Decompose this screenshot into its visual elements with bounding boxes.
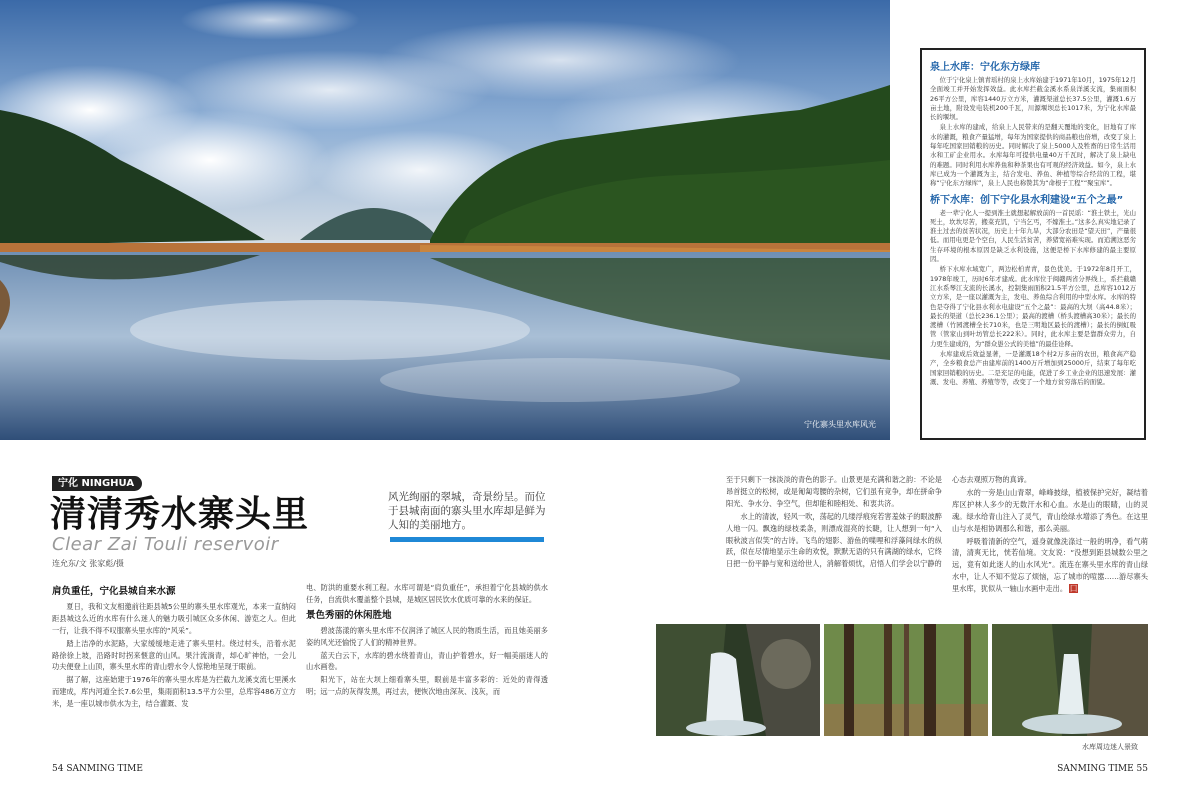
sidebar-section2-paragraph: 老一辈宁化人一提到淮土就想起解放前的一首民谣：“淮土铁土，光山死土，坎坎尽苦，搬菜充饥，宁当乞丐，不嫁淮土。”这多么真实地记录了淮土过去的贫苦状况，历史上十年九旱，大部分农田是“望天田”，产量很低。而用电更是个空白，人民生活贫苦，养猪宽裕难实现。而追溯这恶劣生存环境的根本原因是缺乏水利设施，这便是桥下水库修建的最主要原因。 bbox=[930, 208, 1136, 264]
body-paragraph: 踏上洁净的水泥路，大家缓缓地走进了寨头里村。绕过村头，沿着水泥路徐徐上坡，沿路时时拐来惬意的山风。果汁流淌青，却心旷神怡，一会儿功夫便登上山顶，寨头里水库的青山碧水令人惊艳地呈现于眼前。 bbox=[52, 638, 296, 672]
article-lead: 风光绚丽的翠城，奇景纷呈。而位于县城南面的寨头里水库却是鲜为人知的美丽地方。 bbox=[388, 491, 546, 531]
photo-caption: 水库周边迷人景致 bbox=[1082, 743, 1138, 751]
section-heading: 肩负重任，宁化县城自来水源 bbox=[52, 586, 176, 597]
sidebar-section2-title: 桥下水库：创下宁化县水利建设“五个之最” bbox=[930, 194, 1124, 206]
body-paragraph: 水上的清波，轻风一吹，荡起的几缕浮痕宛若害羞妹子的眼波醉人地一闪。飘逸的绿枝柔条，则漂成湿亮的长睫，让人想到一句“入眼秋波言似笑”的古诗。飞鸟的翅影、游鱼的喋哩和浮藻间绿水的纵跃，似在尽情地显示生命的欢悦，默默无语的只有满湖的绿水，它终日把一份平静与宽和送给世人，消解着烦忧，启悟人们学会以宁静的 bbox=[726, 511, 942, 569]
body-paragraph: 碧波荡漾的寨头里水库不仅润泽了城区人民的物质生活，而且她美丽多姿的风光还愉悦了人们的精神世界。 bbox=[306, 625, 548, 647]
hero-photo-caption: 宁化寨头里水库风光 bbox=[804, 420, 876, 429]
body-paragraph: 蓝天白云下，水库的碧水绕着青山，青山护着碧水，好一幅美丽迷人的山水画卷。 bbox=[306, 650, 548, 672]
body-paragraph: 心态去观照万物的真谛。 bbox=[952, 475, 1032, 484]
sidebar-section1-title: 泉上水库：宁化东方绿库 bbox=[930, 62, 1040, 73]
article-credit: 连允东/文 张家彪/摄 bbox=[52, 559, 124, 568]
forest-photo bbox=[824, 624, 988, 736]
article-column-1 bbox=[52, 582, 296, 711]
cascade-image bbox=[992, 624, 1148, 736]
page-number-right: SANMING TIME 55 bbox=[1057, 764, 1148, 774]
article-title-english: Clear Zai Touli reservoir bbox=[52, 534, 279, 555]
sidebar-section1-paragraph: 位于宁化泉上镇青瑶村的泉上水库始建于1971年10月，1975年12月全面竣工并开始发挥效益。此水库拦截金溪水系泉洋溪支流，集雨面积26平方公里，库容1440万立方米，灌溉渠道总长37.5公里，灌溉1.6万亩土地，附设发电装机200千瓦，川源堰坝总长1017米，为宁化水库最长的堰坝。 bbox=[930, 76, 1136, 122]
body-text: 呼吸着清新的空气，遥身就像洗涤过一般的明净，看气萌清，清爽无比，恍若仙境。文友说：“没想到距县城数公里之远，竟有如此迷人的山水风光”。流连在寨头里水库的青山绿水中，让人不知不觉忘了烦恼，忘了城市的喧嚣……游尽寨头里水库，犹似从一轴山水画中走出。 bbox=[952, 536, 1148, 594]
article-column-4 bbox=[952, 474, 1148, 596]
hero-photo bbox=[0, 0, 890, 440]
reservoir-landscape-image bbox=[0, 0, 890, 440]
section-tag: 宁化 NINGHUA bbox=[52, 476, 142, 491]
body-paragraph: 电、防洪的重要水利工程。水库可谓是“肩负重任”，承担着宁化县城的供水任务，自流供水覆盖整个县城，是城区居民饮水优质可靠的水来的保证。 bbox=[306, 583, 548, 604]
sidebar-box bbox=[920, 48, 1146, 440]
waterfall-image bbox=[656, 624, 820, 736]
end-mark: 囗 bbox=[1070, 584, 1078, 594]
lead-accent-bar bbox=[390, 537, 544, 542]
body-paragraph: 据了解，这座始建于1976年的寨头里水库是为拦截九龙溪支流七里溪水而建成，库内河道全长7.6公里，集雨面积13.5平方公里，总库容486万立方米，是一座以城市供水为主，结合灌溉、发 bbox=[52, 675, 296, 709]
body-paragraph: 水的一旁是山山青翠，峰峰披绿，植被保护完好，凝结着库区护林人多少的无数汗水和心血。水是山的眼睛，山的灵魂。绿水给青山注入了灵气，青山绘绿水增添了秀色。在这里山与水是相协调那么和谐，那么美丽。 bbox=[952, 487, 1148, 533]
body-paragraph: 阳光下，站在大坝上细看寨头里，眼前是丰富多彩的：近处的青得透明；远一点的灰得发黑，再过去，便恢次地由深灰、浅灰，而 bbox=[306, 675, 548, 697]
section-heading: 景色秀丽的休闲胜地 bbox=[306, 609, 392, 621]
waterfall-photo bbox=[656, 624, 820, 736]
article-column-3 bbox=[726, 474, 942, 571]
sidebar-section2-paragraph: 水库建成后效益显著，一是灌溉18个村2万多亩的农田，粮食高产稳产，全乡粮食总产由建库前的1400万斤增加到25000斤，结束了每年吃国家回销粮的历史。二是充足的电能，促进了乡工业企业的迅速发展：灌溉、发电、养殖、养殖等等，改变了一个地方贫穷落后的面貌。 bbox=[930, 350, 1136, 386]
article-column-2 bbox=[306, 582, 548, 699]
page-number-left: 54 SANMING TIME bbox=[52, 764, 143, 774]
forest-image bbox=[824, 624, 988, 736]
cascade-photo bbox=[992, 624, 1148, 736]
article-title: 清清秀水寨头里 bbox=[50, 493, 310, 535]
body-paragraph bbox=[952, 536, 1148, 596]
sidebar-section2-paragraph: 桥下水库水域宽广，两边松柏青青，景色优美。于1972年8月开工，1978年竣工，历时6年才建成。此水库位于闽赣两省分界线上，系拦截赣江水系琴江支流的长溪水，控制集雨面积21.5平方公里，总库容1012万立方米，是一座以灌溉为主，发电、养鱼综合利用的中型水库。水库的特色是夺得了宁化县水利水电建设“五个之最”：最高的大坝（高44.8米）；最长的渠道（总长236.1公里）；最高的渡槽（桥头渡槽高30米）；最长的渡槽（竹园渡槽全长710米，也是三明地区最长的渡槽）；最长的倒虹吸管（管家山到叶坊管总长222米）。同时，此水库主要是靠群众劳力，自力更生建成的，为“群众愚公式的美德”的最佳诠释。 bbox=[930, 265, 1136, 348]
sidebar-section1-paragraph: 泉上水库的建成，给泉上人民带来的是翻天覆地的变化，旧地有了库水的灌溉，粮食产量猛增，每年为国家提供的商品粮也倍增，改变了泉上每年吃国家回销粮的历史。同时解决了泉上5000人及牲畜的日常生活用水和工矿企业用水。水库每年可提供电量40万千瓦时，解决了泉上缺电的难题。同时利用水库养鱼和种茶果也有可观的经济效益。如今，泉上水库已成为一个灌溉为主，结合发电、养鱼、种植等综合经营的工程，堪称“宁化东方绿库”，泉上人民也称赞其为“命根子工程”“聚宝库”。 bbox=[930, 123, 1136, 188]
body-paragraph: 至于只剩下一抹淡淡的青色的影子。山景更是充满和谐之韵：不论是昂首挺立的松树，或是匍匐弯腰的杂树，它们虽有竞争，却在拼命争阳光、争水分、争空气，但却能和睦相处、和衷共济。 bbox=[726, 475, 942, 508]
body-paragraph: 夏日，我和文友相邀前往距县城5公里的寨头里水库观光，本来一直纳闷距县城这么近的水库有什么迷人的魅力吸引城区众多休闲、游览之人。但此一行，让我不得不叹服寨头里水库的“风采”。 bbox=[52, 601, 296, 635]
